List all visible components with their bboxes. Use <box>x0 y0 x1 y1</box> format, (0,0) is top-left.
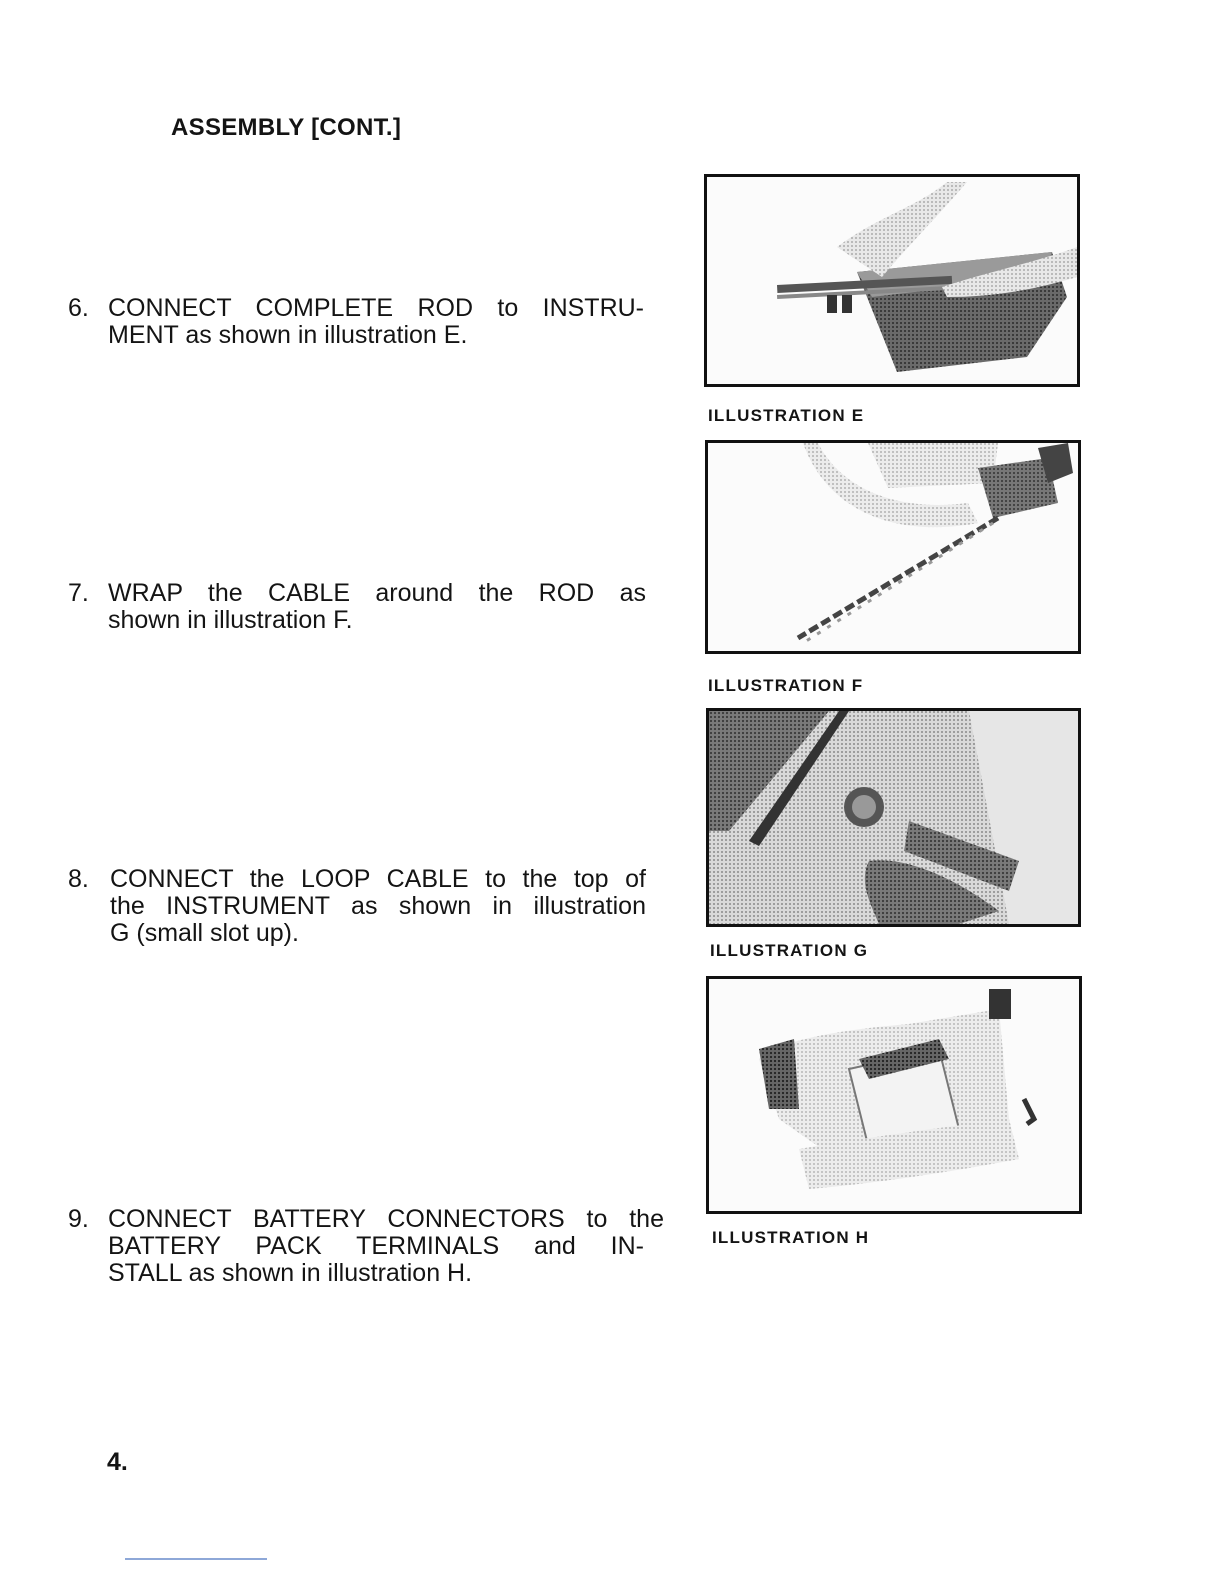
rod-instrument-drawing <box>707 177 1077 384</box>
step-text-line: CONNECT BATTERY CONNECTORS to the <box>108 1205 664 1233</box>
page-heading: ASSEMBLY [CONT.] <box>171 114 402 141</box>
step-number: 8. <box>68 865 89 893</box>
step-number: 6. <box>68 294 89 322</box>
illustration-g-caption: ILLUSTRATION G <box>710 941 869 960</box>
step-text-line: shown in illustration F. <box>108 606 353 634</box>
step-text-line: CONNECT the LOOP CABLE to the top of <box>110 865 646 893</box>
step-7 <box>68 580 668 634</box>
step-text-line: G (small slot up). <box>110 919 299 947</box>
illustration-h-caption: ILLUSTRATION H <box>712 1228 870 1247</box>
illustration-e-caption: ILLUSTRATION E <box>708 406 865 425</box>
step-6 <box>68 295 668 349</box>
page-number: 4. <box>107 1448 128 1476</box>
step-9 <box>68 1206 668 1287</box>
footer-rule <box>125 1558 267 1560</box>
step-number: 7. <box>68 579 89 607</box>
loop-cable-connector-drawing <box>709 711 1078 924</box>
illustration-e-photo <box>704 174 1080 387</box>
cable-rod-drawing <box>708 443 1078 651</box>
illustration-g-photo <box>706 708 1081 927</box>
step-text-line: MENT as shown in illustration E. <box>108 321 468 349</box>
step-8 <box>68 866 668 947</box>
step-text-line: WRAP the CABLE around the ROD as <box>108 579 646 607</box>
step-text-line: CONNECT COMPLETE ROD to INSTRU- <box>108 294 644 322</box>
illustration-f-photo <box>705 440 1081 654</box>
illustration-f-caption: ILLUSTRATION F <box>708 676 864 695</box>
step-text-line: BATTERY PACK TERMINALS and IN- <box>108 1232 644 1260</box>
illustration-h-photo <box>706 976 1082 1214</box>
step-text-line: STALL as shown in illustration H. <box>108 1259 473 1287</box>
battery-pack-drawing <box>709 979 1079 1211</box>
step-text-line: the INSTRUMENT as shown in illustration <box>110 892 646 920</box>
step-number: 9. <box>68 1205 89 1233</box>
